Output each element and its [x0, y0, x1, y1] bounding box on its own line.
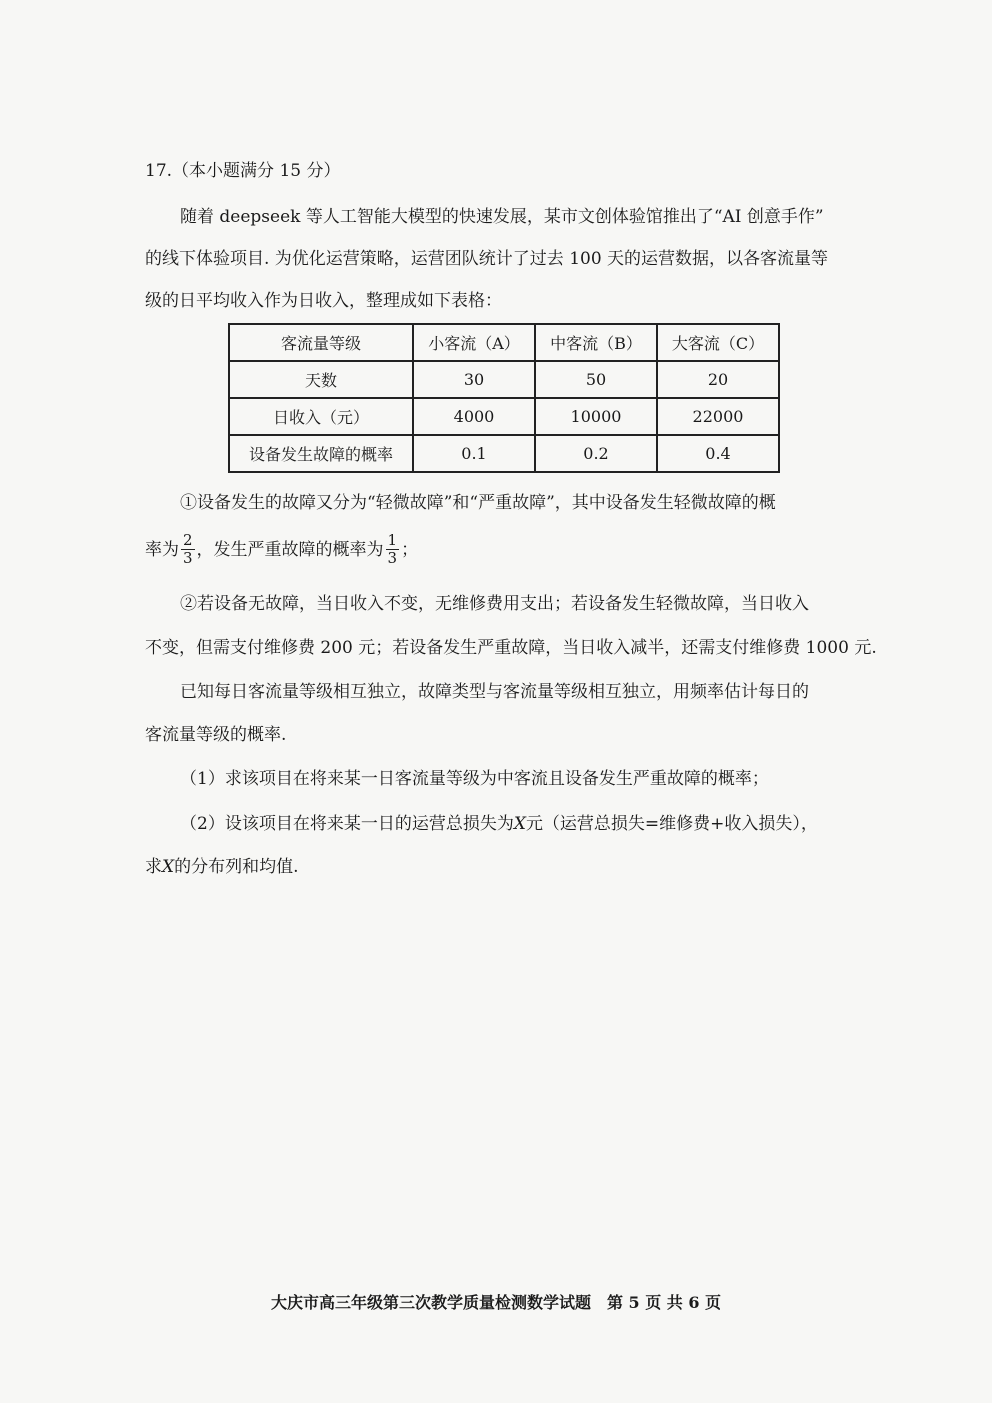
table-cell: 0.4 [657, 435, 779, 472]
table-cell: 30 [413, 361, 535, 398]
note-1-line-2 [145, 532, 418, 567]
note-1-text-a: 率为 [145, 539, 179, 560]
subquestion-2-line-1 [180, 812, 818, 836]
fraction-one-third [386, 532, 400, 567]
table-cell: 4000 [413, 398, 535, 435]
page-footer: 大庆市高三年级第三次教学质量检测数学试题 第 5 页 共 6 页 [270, 1293, 722, 1312]
table-cell: 22000 [657, 398, 779, 435]
question-title: 17.（本小题满分 15 分） [145, 161, 341, 181]
note-3-line-1: 已知每日客流量等级相互独立，故障类型与客流量等级相互独立，用频率估计每日的 [180, 682, 809, 702]
subquestion-2-text-c: 求 [145, 857, 162, 877]
table-header-cell: 大客流（C） [657, 324, 779, 361]
note-3-line-2: 客流量等级的概率. [145, 725, 287, 745]
intro-line-3: 级的日平均收入作为日收入，整理成如下表格： [145, 291, 502, 311]
subquestion-2-line-2 [145, 855, 299, 879]
table-cell: 0.1 [413, 435, 535, 472]
table-cell: 50 [535, 361, 657, 398]
table-cell: 日收入（元） [229, 398, 413, 435]
fraction-numerator: 1 [387, 531, 398, 549]
note-1-line-1: ①设备发生的故障又分为“轻微故障”和“严重故障”，其中设备发生轻微故障的概 [180, 493, 776, 513]
data-table [228, 323, 780, 473]
intro-line-1: 随着 deepseek 等人工智能大模型的快速发展，某市文创体验馆推出了“AI 创意手作” [180, 207, 824, 227]
table-cell: 设备发生故障的概率 [229, 435, 413, 472]
note-1-text-b: ，发生严重故障的概率为 [196, 539, 384, 560]
table-cell: 20 [657, 361, 779, 398]
table-cell: 0.2 [535, 435, 657, 472]
note-1-text-c: ； [401, 539, 419, 560]
variable-x: X [162, 857, 175, 877]
table-cell: 10000 [535, 398, 657, 435]
note-2-line-1: ②若设备无故障，当日收入不变，无维修费用支出；若设备发生轻微故障，当日收入 [180, 594, 809, 614]
table-header-cell: 中客流（B） [535, 324, 657, 361]
table-row [229, 435, 779, 472]
table-row [229, 398, 779, 435]
intro-line-2: 的线下体验项目. 为优化运营策略，运营团队统计了过去 100 天的运营数据，以各客流量等 [145, 249, 829, 269]
table-header-cell: 客流量等级 [229, 324, 413, 361]
subquestion-1: （1）求该项目在将来某一日客流量等级为中客流且设备发生严重故障的概率； [180, 769, 769, 789]
fraction-denominator: 3 [183, 549, 193, 567]
subquestion-2-text-d: 的分布列和均值. [174, 857, 299, 877]
fraction-numerator: 2 [183, 531, 193, 549]
variable-x: X [513, 814, 526, 834]
subquestion-2-text-b: 元（运营总损失=维修费+收入损失）， [525, 814, 818, 834]
subquestion-2-text-a: （2）设该项目在将来某一日的运营总损失为 [180, 814, 514, 834]
fraction-two-thirds [181, 532, 195, 567]
note-2-line-2: 不变，但需支付维修费 200 元；若设备发生严重故障，当日收入减半，还需支付维修费 1000 元. [145, 638, 877, 658]
table-header-cell: 小客流（A） [413, 324, 535, 361]
table-header-row [229, 324, 779, 361]
table-cell: 天数 [229, 361, 413, 398]
fraction-denominator: 3 [387, 549, 398, 567]
table-row [229, 361, 779, 398]
